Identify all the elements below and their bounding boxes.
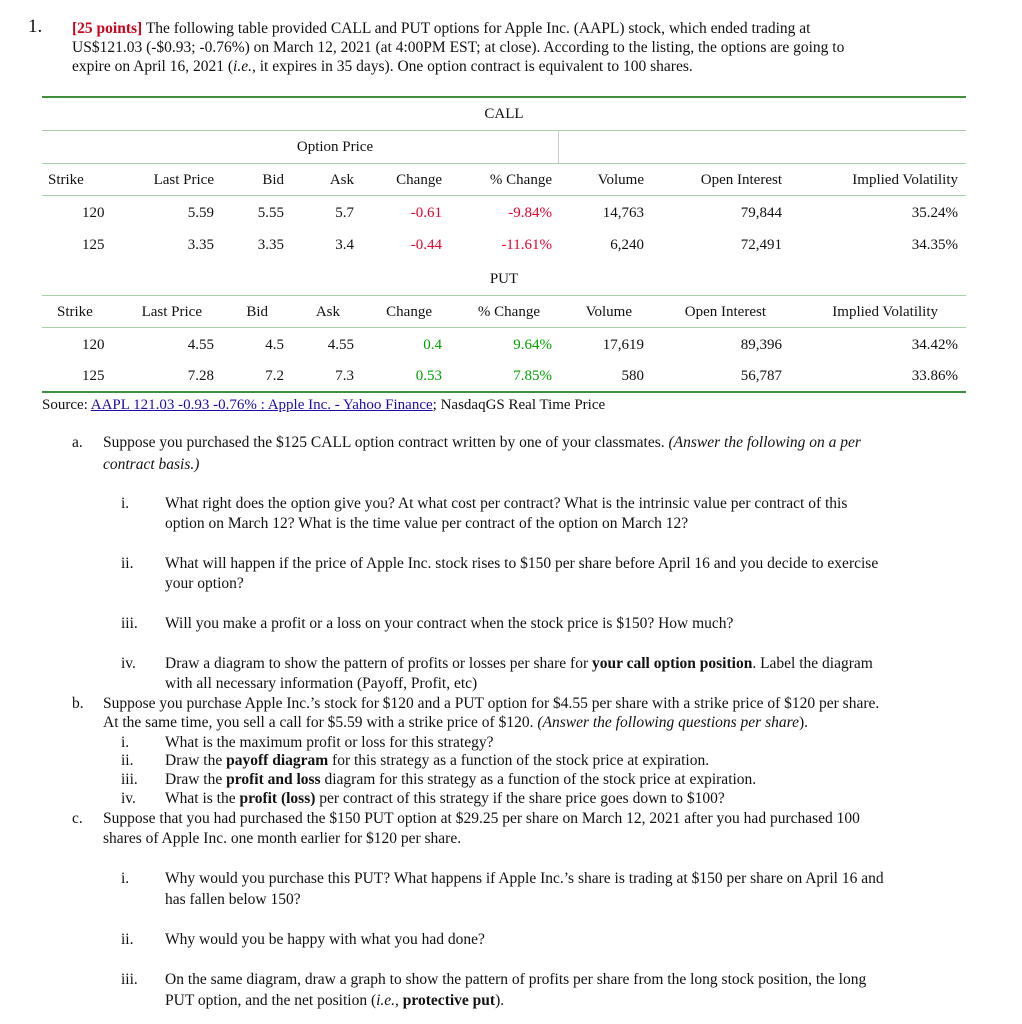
put-header-rule bbox=[42, 327, 966, 328]
header-volume: Volume bbox=[597, 172, 644, 188]
header-bid: Bid bbox=[262, 172, 284, 188]
part-b-ii-text: Draw the payoff diagram for this strategy as a function of the stock price at expiration. bbox=[165, 752, 710, 769]
part-c-ii-label: ii. bbox=[121, 931, 134, 948]
question-line-2: US$121.03 (-$0.93; -0.76%) on March 12, 2021 (at 4:00PM EST; at close). According to the listing, the options are going to bbox=[72, 39, 845, 56]
part-a-iii-label: iii. bbox=[121, 615, 138, 632]
source-link[interactable]: AAPL 121.03 -0.93 -0.76% : Apple Inc. - Yahoo Finance bbox=[90, 397, 433, 413]
part-b-i-text: What is the maximum profit or loss for this strategy? bbox=[165, 734, 494, 751]
part-c-i-label: i. bbox=[121, 870, 130, 887]
part-b-line-2: At the same time, you sell a call for $5.59 with a strike price of $120. (Answer the following questions per share). bbox=[103, 714, 808, 731]
question-number: 1. bbox=[28, 16, 43, 37]
question-text-1: The following table provided CALL and PUT options for Apple Inc. (AAPL) stock, which ended trading at bbox=[145, 20, 811, 37]
header-ask: Ask bbox=[329, 172, 354, 188]
source-line: Source: AAPL 121.03 -0.93 -0.76% : Apple Inc. - Yahoo Finance; NasdaqGS Real Time Price bbox=[42, 397, 606, 413]
part-b-label: b. bbox=[72, 695, 84, 712]
option-price-label: Option Price bbox=[296, 139, 374, 155]
part-a-ii-line-1: What will happen if the price of Apple Inc. stock rises to $150 per share before April 16 and you decide to exercise bbox=[165, 555, 879, 572]
part-b-iv-label: iv. bbox=[121, 790, 136, 807]
part-a-line-2: contract basis.) bbox=[103, 456, 200, 473]
part-a-iii-line-1: Will you make a profit or a loss on your contract when the stock price is $150? How much? bbox=[165, 615, 734, 632]
part-a-i-label: i. bbox=[121, 495, 130, 512]
header-implied-volatility: Implied Volatility bbox=[852, 172, 958, 188]
put-title-rule bbox=[42, 295, 966, 296]
part-c-iii-line-1: On the same diagram, draw a graph to show the pattern of profits per share from the long stock position, the long bbox=[165, 971, 867, 988]
header-pct-change: % Change bbox=[489, 172, 552, 188]
part-b-ii-label: ii. bbox=[121, 752, 134, 769]
part-b-iii-text: Draw the profit and loss diagram for this strategy as a function of the stock price at expiration. bbox=[165, 771, 757, 788]
part-b-iv-text: What is the profit (loss) per contract of this strategy if the share price goes down to $100? bbox=[165, 790, 725, 807]
part-b-i-label: i. bbox=[121, 734, 130, 751]
part-c-line-2: shares of Apple Inc. one month earlier for $120 per share. bbox=[103, 830, 462, 847]
part-b-iii-label: iii. bbox=[121, 771, 138, 788]
call-title-rule bbox=[42, 130, 966, 131]
part-c-i-line-1: Why would you purchase this PUT? What happens if Apple Inc.’s share is trading at $150 per share on April 16 and bbox=[165, 870, 884, 887]
question-line-1 bbox=[72, 19, 810, 38]
part-c-ii-line-1: Why would you be happy with what you had done? bbox=[165, 931, 485, 948]
option-price-rule bbox=[42, 163, 966, 164]
part-a-i-line-2: option on March 12? What is the time value per contract of the option on March 12? bbox=[165, 515, 689, 532]
header-change: Change bbox=[396, 172, 442, 188]
table-bottom-rule bbox=[42, 391, 966, 393]
part-a-i-line-1: What right does the option give you? At what cost per contract? What is the intrinsic value per contract of this bbox=[165, 495, 848, 512]
call-title: CALL bbox=[484, 106, 524, 122]
part-a-line-1: Suppose you purchased the $125 CALL option contract written by one of your classmates. (Answer the following on a per bbox=[103, 434, 861, 451]
header-open-interest: Open Interest bbox=[700, 172, 782, 188]
part-c-line-1: Suppose that you had purchased the $150 PUT option at $29.25 per share on March 12, 2021 after you had purchased 100 bbox=[103, 810, 860, 827]
part-c-iii-label: iii. bbox=[121, 971, 138, 988]
part-a-ii-label: ii. bbox=[121, 555, 134, 572]
points-label: [25 points] bbox=[72, 20, 143, 37]
part-c-label: c. bbox=[72, 810, 83, 827]
part-a-ii-line-2: your option? bbox=[165, 575, 244, 592]
part-a-iv-line-2: with all necessary information (Payoff, Profit, etc) bbox=[165, 675, 478, 692]
put-title: PUT bbox=[489, 271, 519, 287]
part-c-i-line-2: has fallen below 150? bbox=[165, 891, 301, 908]
part-c-iii-line-2: PUT option, and the net position (i.e., protective put). bbox=[165, 992, 505, 1009]
call-header-rule bbox=[42, 195, 966, 196]
part-a-iv-line-1: Draw a diagram to show the pattern of profits or losses per share for your call option position. Label the diagram bbox=[165, 655, 873, 672]
part-b-line-1: Suppose you purchase Apple Inc.’s stock for $120 and a PUT option for $4.55 per share with a strike price of $120 per share. bbox=[103, 695, 880, 712]
part-a-iv-label: iv. bbox=[121, 655, 136, 672]
header-last-price: Last Price bbox=[153, 172, 214, 188]
header-strike: Strike bbox=[48, 172, 84, 188]
table-top-rule bbox=[42, 96, 966, 98]
header-divider bbox=[558, 131, 559, 163]
question-line-3: expire on April 16, 2021 (i.e., it expires in 35 days). One option contract is equivalent to 100 shares. bbox=[72, 58, 693, 75]
